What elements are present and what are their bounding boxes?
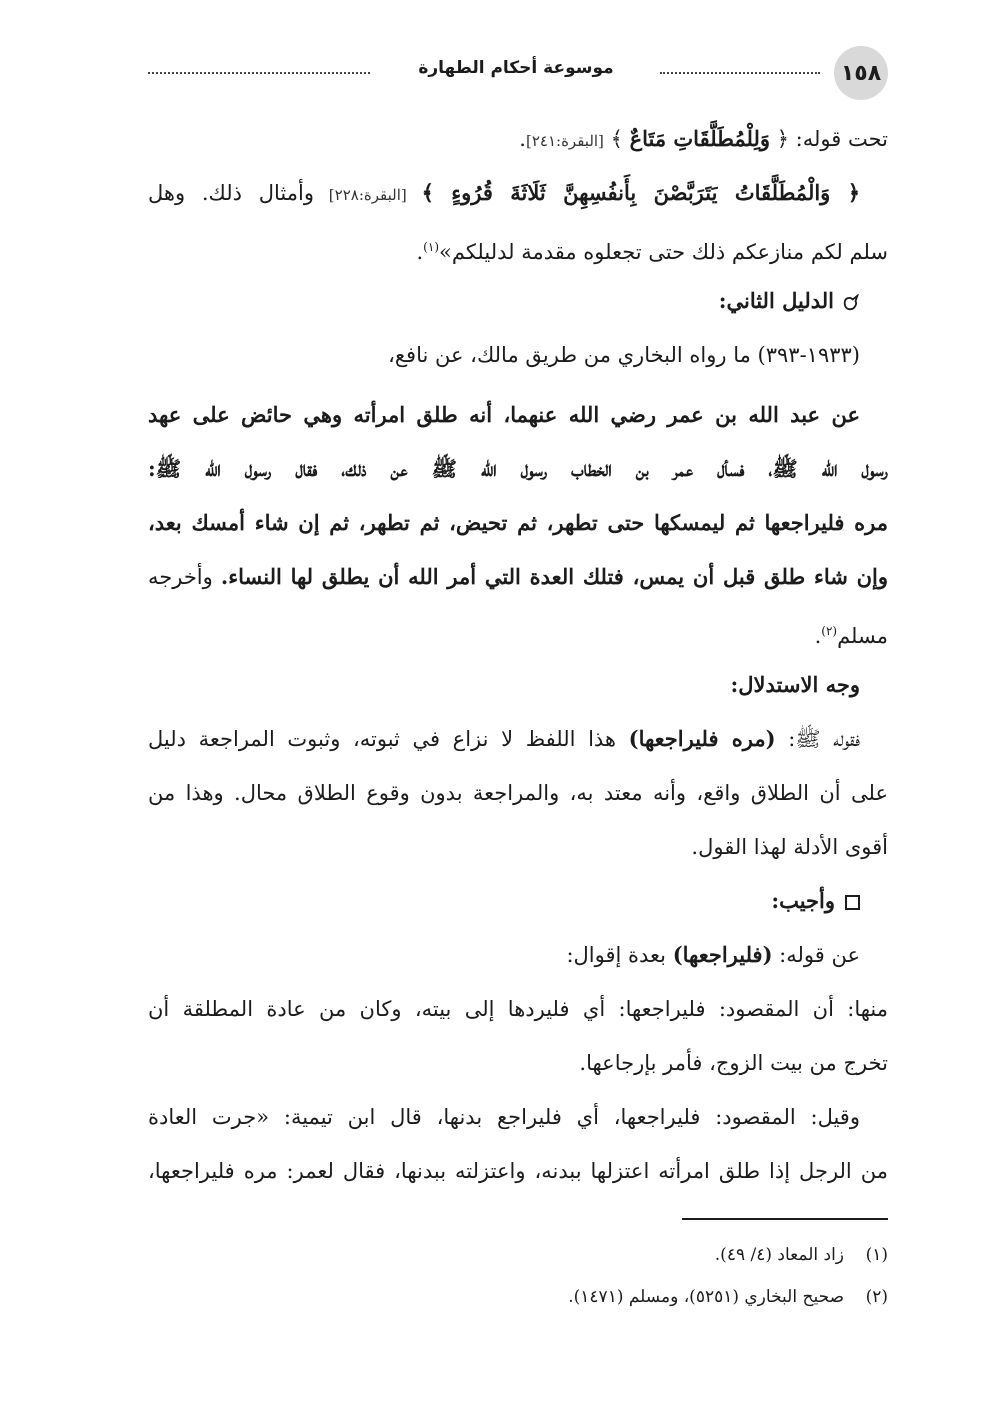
hand-pointer-icon [842, 294, 860, 312]
hadith-line: رسول الله ﷺ، فسأل عمر بن الخطاب رسول الله ﷺ عن ذلك، فقال رسول الله ﷺ: [148, 456, 888, 481]
section-heading: وجه الاستدلال: [730, 672, 860, 697]
text-line: ﴿ وَالْمُطَلَّقَاتُ يَتَرَبَّصْنَ بِأَنفُسِهِنَّ ثَلَاثَةَ قُرُوءٍ ﴾ [البقرة:٢٢٨] وأمثال ذلك. وهل [148, 180, 861, 205]
main-text [148, 112, 888, 1198]
footnotes [148, 1234, 888, 1318]
footnote-marker: (٢) [821, 624, 838, 638]
header-dotted-rule-right [660, 72, 820, 74]
text-line: سلم لكم منازعكم ذلك حتى تجعلوه مقدمة لدليلكم»$^{(١)}$. [416, 240, 888, 264]
footnote [148, 1234, 888, 1276]
text-line: مسلم$^{(٢)}$. [814, 624, 888, 648]
footnote-number: (١) [865, 1245, 888, 1265]
hadith-line: وإن شاء طلق قبل أن يمس، فتلك العدة التي أمر الله أن يطلق لها النساء. وأخرجه [148, 564, 888, 589]
section-heading: وأجيب: [148, 874, 888, 928]
page-number: ١٥٨ [834, 46, 888, 100]
section-heading: الدليل الثاني: [148, 274, 888, 328]
hadith-line: مره فليراجعها ثم ليمسكها حتى تطهر، ثم تحيض، ثم تطهر، ثم إن شاء أمسك بعد، [148, 510, 888, 535]
text-line: تحت قوله: ﴿ وَلِلْمُطَلَّقَاتِ مَتَاعٌ ﴾ [البقرة:٢٤١]. [519, 126, 888, 151]
running-title: موسوعة أحكام الطهارة [418, 58, 614, 78]
header-dotted-rule-left [148, 72, 370, 74]
footnote-text: صحيح البخاري (٥٢٥١)، ومسلم (١٤٧١). [568, 1287, 844, 1307]
footnote-number: (٢) [865, 1287, 888, 1307]
verse-reference: [البقرة:٢٢٨] [313, 186, 422, 204]
text-line: من الرجل إذا طلق امرأته اعتزلها ببدنه، واعتزلته ببدنها، فقال لعمر: مره فليراجعها، [148, 1159, 888, 1183]
verse-reference: [البقرة:٢٤١] [525, 132, 604, 150]
text-line: منها: أن المقصود: فليراجعها: أي فليردها إلى بيته، وكان من عادة المطلقة أن [148, 997, 888, 1021]
square-bullet-icon [845, 895, 860, 910]
text-line: عن قوله: (فليراجعها) بعدة إقوال: [566, 942, 860, 967]
hadith-line: عن عبد الله بن عمر رضي الله عنهما، أنه طلق امرأته وهي حائض على عهد [148, 402, 860, 427]
footnote [148, 1276, 888, 1318]
footnote-separator [682, 1218, 888, 1220]
quran-verse: ﴿ وَالْمُطَلَّقَاتُ يَتَرَبَّصْنَ بِأَنفُسِهِنَّ ثَلَاثَةَ قُرُوءٍ ﴾ [421, 180, 861, 205]
text-line: فقوله ﷺ: (مره فليراجعها) هذا اللفظ لا نزاع في ثبوته، وثبوت المراجعة دليل [148, 726, 861, 751]
footnote-text: زاد المعاد (٤/ ٤٩). [714, 1245, 844, 1265]
text-line: (١٩٣٣-٣٩٣) ما رواه البخاري من طريق مالك، عن نافع، [388, 343, 860, 367]
text-line: أقوى الأدلة لهذا القول. [691, 835, 888, 859]
footnote-marker: (١) [423, 240, 439, 254]
text-line: تخرج من بيت الزوج، فأمر بإرجاعها. [579, 1051, 888, 1075]
text-line: على أن الطلاق واقع، وأنه معتد به، والمراجعة بدون وقوع الطلاق محال. وهذا من [148, 781, 888, 805]
page-header [148, 44, 888, 100]
text-line: وقيل: المقصود: فليراجعها، أي فليراجع بدنها، قال ابن تيمية: «جرت العادة [148, 1105, 860, 1129]
quran-verse: وَلِلْمُطَلَّقَاتِ مَتَاعٌ [629, 126, 771, 151]
